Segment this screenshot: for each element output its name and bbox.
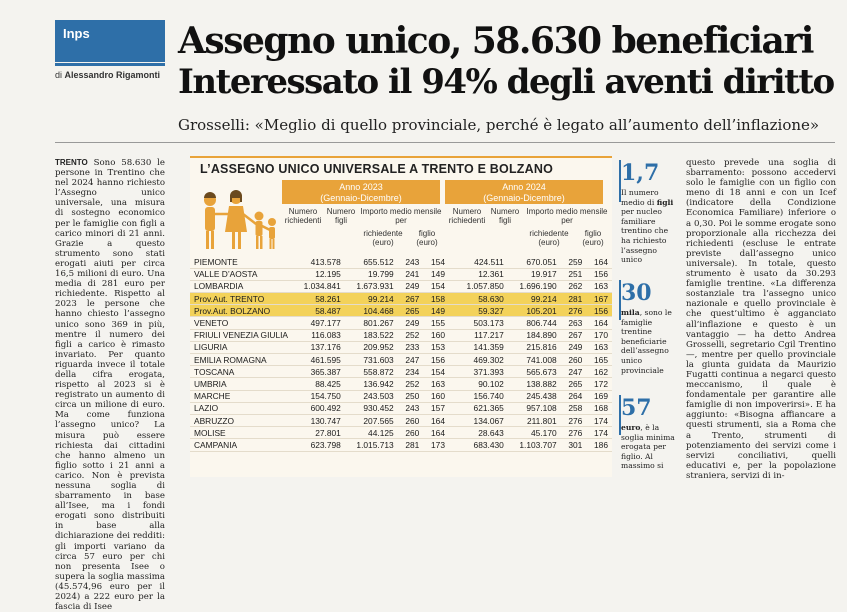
region-cell: Prov.Aut. TRENTO <box>190 293 292 305</box>
byline <box>55 70 160 80</box>
importo-richiedente-2024-cell: 247 <box>561 366 587 378</box>
stat-text-1: Il numero medio di figli per nucleo familiare trentino che ha richiesto l’assegno unico <box>621 188 674 265</box>
region-cell: LAZIO <box>190 402 292 414</box>
importo-richiedente-2024-cell: 281 <box>561 293 587 305</box>
figli-2023-cell: 209.952 <box>345 341 398 353</box>
figli-2023-cell: 44.125 <box>345 427 398 439</box>
figli-2024-cell: 138.882 <box>508 378 561 390</box>
richiedenti-2023-cell: 12.195 <box>292 268 345 280</box>
region-cell: UMBRIA <box>190 378 292 390</box>
importo-richiedente-2024-cell: 260 <box>561 354 587 366</box>
figli-2024-cell: 245.438 <box>508 390 561 402</box>
table-row <box>190 414 612 426</box>
figli-2024-cell: 741.008 <box>508 354 561 366</box>
figli-2024-cell: 670.051 <box>508 256 561 268</box>
importo-figlio-2023-cell: 160 <box>423 390 449 402</box>
richiedenti-2024-cell: 469.302 <box>455 354 508 366</box>
importo-richiedente-2023-cell: 267 <box>398 293 424 305</box>
figli-2024-cell: 211.801 <box>508 414 561 426</box>
section-tag <box>55 20 165 62</box>
table-row <box>190 427 612 439</box>
table-row <box>190 305 612 317</box>
importo-richiedente-2023-cell: 250 <box>398 390 424 402</box>
table-row <box>190 280 612 292</box>
richiedenti-2023-cell: 116.083 <box>292 329 345 341</box>
figli-2023-cell: 99.214 <box>345 293 398 305</box>
richiedenti-2024-cell: 59.327 <box>455 305 508 317</box>
importo-richiedente-2024-cell: 263 <box>561 317 587 329</box>
figli-2023-cell: 731.603 <box>345 354 398 366</box>
col-richiedenti-2023: Numero richiedenti <box>284 207 322 225</box>
region-cell: LIGURIA <box>190 341 292 353</box>
byline-prefix: di <box>55 70 63 80</box>
region-cell: ABRUZZO <box>190 414 292 426</box>
figli-2023-cell: 655.512 <box>345 256 398 268</box>
headline-line-1: Assegno unico, 58.630 beneficiari <box>178 20 813 62</box>
stat-block-2 <box>621 280 675 375</box>
table-row <box>190 256 612 268</box>
importo-figlio-2024-cell: 170 <box>586 329 612 341</box>
richiedenti-2024-cell: 683.430 <box>455 439 508 451</box>
region-cell: VENETO <box>190 317 292 329</box>
figli-2023-cell: 930.452 <box>345 402 398 414</box>
importo-figlio-2023-cell: 153 <box>423 341 449 353</box>
importo-figlio-2023-cell: 158 <box>423 293 449 305</box>
importo-figlio-2024-cell: 174 <box>586 427 612 439</box>
col-importo-2024: Importo medio mensile per <box>526 207 608 225</box>
importo-richiedente-2024-cell: 264 <box>561 390 587 402</box>
importo-figlio-2024-cell: 156 <box>586 268 612 280</box>
figli-2024-cell: 215.816 <box>508 341 561 353</box>
figli-2024-cell: 806.744 <box>508 317 561 329</box>
richiedenti-2024-cell: 141.359 <box>455 341 508 353</box>
article-body-left <box>55 158 165 612</box>
table-row <box>190 268 612 280</box>
importo-richiedente-2024-cell: 251 <box>561 268 587 280</box>
table-row <box>190 341 612 353</box>
subheadline: Grosselli: «Meglio di quello provinciale, perché è legato all’aumento dell’inflazione» <box>178 116 820 134</box>
importo-richiedente-2023-cell: 281 <box>398 439 424 451</box>
figli-2024-cell: 1.103.707 <box>508 439 561 451</box>
richiedenti-2023-cell: 365.387 <box>292 366 345 378</box>
dateline: TRENTO <box>55 158 88 167</box>
col-per-figlio-2024: figlio (euro) <box>582 229 604 247</box>
region-cell: PIEMONTE <box>190 256 292 268</box>
importo-richiedente-2023-cell: 234 <box>398 366 424 378</box>
richiedenti-2023-cell: 27.801 <box>292 427 345 439</box>
richiedenti-2024-cell: 503.173 <box>455 317 508 329</box>
figli-2023-cell: 558.872 <box>345 366 398 378</box>
richiedenti-2024-cell: 134.067 <box>455 414 508 426</box>
table-row <box>190 354 612 366</box>
richiedenti-2024-cell: 12.361 <box>455 268 508 280</box>
importo-figlio-2023-cell: 149 <box>423 268 449 280</box>
importo-richiedente-2023-cell: 260 <box>398 427 424 439</box>
importo-richiedente-2023-cell: 265 <box>398 305 424 317</box>
table-row <box>190 439 612 451</box>
richiedenti-2023-cell: 58.487 <box>292 305 345 317</box>
importo-richiedente-2024-cell: 301 <box>561 439 587 451</box>
richiedenti-2023-cell: 130.747 <box>292 414 345 426</box>
importo-figlio-2023-cell: 154 <box>423 256 449 268</box>
importo-richiedente-2023-cell: 252 <box>398 329 424 341</box>
article-text-left: Sono 58.630 le persone in Trentino che nel 2024 hanno richiesto l’Assegno unico universale, una misura di sostegno economico per le famiglie con figli a carico minori di 21 anni. Grazie a questo strumento sono stati erogati aiuti per circa 16,5 milioni di euro. Una media di 281 euro per richiedente. Rispetto al 2023 le persone che hanno chiesto l’assegno unico sono 369 in più, mentre il numero dei figli a carico è rimasto invariato. Per quanto riguarda invece il totale della cifra erogata, rispetto al 2023 si è registrato un aumento di circa un milione di euro. Ma come funziona l’assegno unico? La misura può essere richiesta dai cittadini che hanno almeno un figlio sotto i 21 anni a carico. Non è prevista nessuna soglia di sbarramento in base all’Isee, ma i fondi erogati sono distribuiti in base alla dichiarazione dei redditi: gli importi variano da circa 57 euro per chi non presenta Isee o supera la soglia massima (45.574,96 euro per il 2024) a 222 euro per la fascia di Isee <box>55 158 165 612</box>
table-row <box>190 293 612 305</box>
richiedenti-2024-cell: 1.057.850 <box>455 280 508 292</box>
importo-figlio-2024-cell: 162 <box>586 366 612 378</box>
importo-figlio-2023-cell: 160 <box>423 329 449 341</box>
importo-figlio-2024-cell: 168 <box>586 402 612 414</box>
table-row <box>190 317 612 329</box>
col-figli-2024: Numero figli <box>490 207 520 225</box>
importo-richiedente-2023-cell: 233 <box>398 341 424 353</box>
year-2024-header <box>445 180 603 204</box>
importo-richiedente-2024-cell: 267 <box>561 329 587 341</box>
importo-richiedente-2024-cell: 276 <box>561 414 587 426</box>
importo-figlio-2024-cell: 172 <box>586 378 612 390</box>
stat-number-3: 57 <box>621 395 652 421</box>
year-2023-sub: (Gennaio-Dicembre) <box>320 193 402 203</box>
col-richiedenti-2024: Numero richiedenti <box>448 207 486 225</box>
stat-number-1: 1,7 <box>621 160 660 186</box>
year-2023-header <box>282 180 440 204</box>
importo-richiedente-2024-cell: 259 <box>561 256 587 268</box>
importo-richiedente-2023-cell: 243 <box>398 256 424 268</box>
figli-2023-cell: 243.503 <box>345 390 398 402</box>
figli-2023-cell: 136.942 <box>345 378 398 390</box>
importo-figlio-2024-cell: 163 <box>586 341 612 353</box>
col-per-richiedente-2023: richiedente (euro) <box>363 229 403 247</box>
region-cell: Prov.Aut. BOLZANO <box>190 305 292 317</box>
region-cell: EMILIA ROMAGNA <box>190 354 292 366</box>
region-cell: CAMPANIA <box>190 439 292 451</box>
figli-2024-cell: 565.673 <box>508 366 561 378</box>
year-2024-label: Anno 2024 <box>502 182 546 192</box>
figli-2024-cell: 957.108 <box>508 402 561 414</box>
col-figli-2023: Numero figli <box>326 207 356 225</box>
importo-figlio-2024-cell: 163 <box>586 280 612 292</box>
divider <box>55 142 835 143</box>
region-cell: TOSCANA <box>190 366 292 378</box>
figli-2024-cell: 45.170 <box>508 427 561 439</box>
col-per-richiedente-2024: richiedente (euro) <box>529 229 569 247</box>
importo-figlio-2023-cell: 173 <box>423 439 449 451</box>
importo-figlio-2023-cell: 154 <box>423 366 449 378</box>
stat-text-2: mila, sono le famiglie trentine beneficiarie dell’assegno unico provinciale <box>621 308 672 375</box>
richiedenti-2024-cell: 156.740 <box>455 390 508 402</box>
richiedenti-2023-cell: 137.176 <box>292 341 345 353</box>
byline-author: Alessandro Rigamonti <box>64 70 161 80</box>
importo-figlio-2024-cell: 174 <box>586 414 612 426</box>
importo-richiedente-2023-cell: 243 <box>398 402 424 414</box>
stat-number-2: 30 <box>621 280 652 306</box>
richiedenti-2023-cell: 623.798 <box>292 439 345 451</box>
importo-richiedente-2024-cell: 276 <box>561 305 587 317</box>
importo-figlio-2024-cell: 165 <box>586 354 612 366</box>
year-2024-sub: (Gennaio-Dicembre) <box>483 193 565 203</box>
figli-2023-cell: 207.565 <box>345 414 398 426</box>
figli-2023-cell: 1.015.713 <box>345 439 398 451</box>
table-row <box>190 402 612 414</box>
figli-2023-cell: 104.468 <box>345 305 398 317</box>
importo-figlio-2023-cell: 157 <box>423 402 449 414</box>
richiedenti-2024-cell: 371.393 <box>455 366 508 378</box>
section-rule <box>55 63 165 66</box>
richiedenti-2024-cell: 90.102 <box>455 378 508 390</box>
figli-2024-cell: 1.696.190 <box>508 280 561 292</box>
richiedenti-2024-cell: 28.643 <box>455 427 508 439</box>
importo-figlio-2024-cell: 186 <box>586 439 612 451</box>
table-row <box>190 390 612 402</box>
importo-richiedente-2024-cell: 265 <box>561 378 587 390</box>
figli-2024-cell: 19.917 <box>508 268 561 280</box>
importo-figlio-2024-cell: 156 <box>586 305 612 317</box>
importo-figlio-2023-cell: 155 <box>423 317 449 329</box>
importo-figlio-2023-cell: 164 <box>423 427 449 439</box>
year-2023-label: Anno 2023 <box>339 182 383 192</box>
importo-figlio-2023-cell: 154 <box>423 280 449 292</box>
table-row <box>190 378 612 390</box>
richiedenti-2023-cell: 413.578 <box>292 256 345 268</box>
figli-2023-cell: 1.673.931 <box>345 280 398 292</box>
richiedenti-2024-cell: 58.630 <box>455 293 508 305</box>
infographic-title: L’ASSEGNO UNICO UNIVERSALE A TRENTO E BOLZANO <box>200 162 554 176</box>
article-body-right: questo prevede una soglia di sbarramento: possono accedervi solo le famiglie con un figlio con meno di 18 anni e con un Icef (indicatore della Condizione Economica Familiare) inferiore o a 0,30. Poi le somme erogate sono proporzionale alla ricchezza dei richiedenti (escluse le entrate previste dall’assegno unico universale). In totale, questo strumento è usato da 30.293 famiglie trentine. «La differenza sostanziale tra l’assegno unico nazionale e quello provinciale è che quest’ultimo è agganciato all’inflazione e questo è un vantaggio — ha detto Andrea Grosselli, segretario Cgil Trentino —, mentre per quello provinciale la giunta guidata da Maurizio Fugatti continua a negarci questo meccanismo, il quale è fondamentale per garantire alle famiglie di non impoverirsi». E ha aggiunto: «Bisogna affiancare a questi strumenti, sia a Roma che a Trento, strumenti di potenziamento dei servizi come i servizi conciliativi, quelli educativi e, per la popolazione straniera, servizi di in- <box>686 158 836 481</box>
section-label: Inps <box>63 26 90 41</box>
importo-richiedente-2023-cell: 249 <box>398 317 424 329</box>
richiedenti-2024-cell: 424.511 <box>455 256 508 268</box>
region-cell: VALLE D’AOSTA <box>190 268 292 280</box>
richiedenti-2023-cell: 1.034.841 <box>292 280 345 292</box>
importo-figlio-2023-cell: 156 <box>423 354 449 366</box>
richiedenti-2023-cell: 58.261 <box>292 293 345 305</box>
figli-2024-cell: 99.214 <box>508 293 561 305</box>
richiedenti-2024-cell: 621.365 <box>455 402 508 414</box>
col-per-figlio-2023: figlio (euro) <box>416 229 438 247</box>
richiedenti-2024-cell: 117.217 <box>455 329 508 341</box>
importo-richiedente-2024-cell: 258 <box>561 402 587 414</box>
importo-figlio-2023-cell: 149 <box>423 305 449 317</box>
richiedenti-2023-cell: 497.177 <box>292 317 345 329</box>
importo-figlio-2023-cell: 164 <box>423 414 449 426</box>
importo-figlio-2024-cell: 164 <box>586 317 612 329</box>
importo-figlio-2024-cell: 164 <box>586 256 612 268</box>
importo-richiedente-2023-cell: 247 <box>398 354 424 366</box>
figli-2023-cell: 801.267 <box>345 317 398 329</box>
richiedenti-2023-cell: 461.595 <box>292 354 345 366</box>
importo-richiedente-2024-cell: 249 <box>561 341 587 353</box>
importo-figlio-2023-cell: 163 <box>423 378 449 390</box>
stat-block-3 <box>621 395 675 471</box>
figli-2024-cell: 184.890 <box>508 329 561 341</box>
stat-text-3: euro, è la soglia minima erogata per figlio. Al massimo si <box>621 423 675 471</box>
region-cell: MARCHE <box>190 390 292 402</box>
stat-block-1 <box>621 160 675 265</box>
region-cell: LOMBARDIA <box>190 280 292 292</box>
importo-richiedente-2024-cell: 262 <box>561 280 587 292</box>
importo-richiedente-2023-cell: 260 <box>398 414 424 426</box>
importo-figlio-2024-cell: 169 <box>586 390 612 402</box>
richiedenti-2023-cell: 88.425 <box>292 378 345 390</box>
importo-figlio-2024-cell: 167 <box>586 293 612 305</box>
region-cell: MOLISE <box>190 427 292 439</box>
importo-richiedente-2023-cell: 252 <box>398 378 424 390</box>
richiedenti-2023-cell: 154.750 <box>292 390 345 402</box>
headline-line-2: Interessato il 94% degli aventi diritto <box>178 62 834 102</box>
table-row <box>190 329 612 341</box>
figli-2023-cell: 183.522 <box>345 329 398 341</box>
figli-2023-cell: 19.799 <box>345 268 398 280</box>
family-illustration <box>196 186 280 256</box>
beneficiaries-table <box>190 256 612 452</box>
region-cell: FRIULI VENEZIA GIULIA <box>190 329 292 341</box>
importo-richiedente-2023-cell: 249 <box>398 280 424 292</box>
table-row <box>190 366 612 378</box>
figli-2024-cell: 105.201 <box>508 305 561 317</box>
importo-richiedente-2023-cell: 241 <box>398 268 424 280</box>
richiedenti-2023-cell: 600.492 <box>292 402 345 414</box>
importo-richiedente-2024-cell: 276 <box>561 427 587 439</box>
col-importo-2023: Importo medio mensile per <box>360 207 442 225</box>
